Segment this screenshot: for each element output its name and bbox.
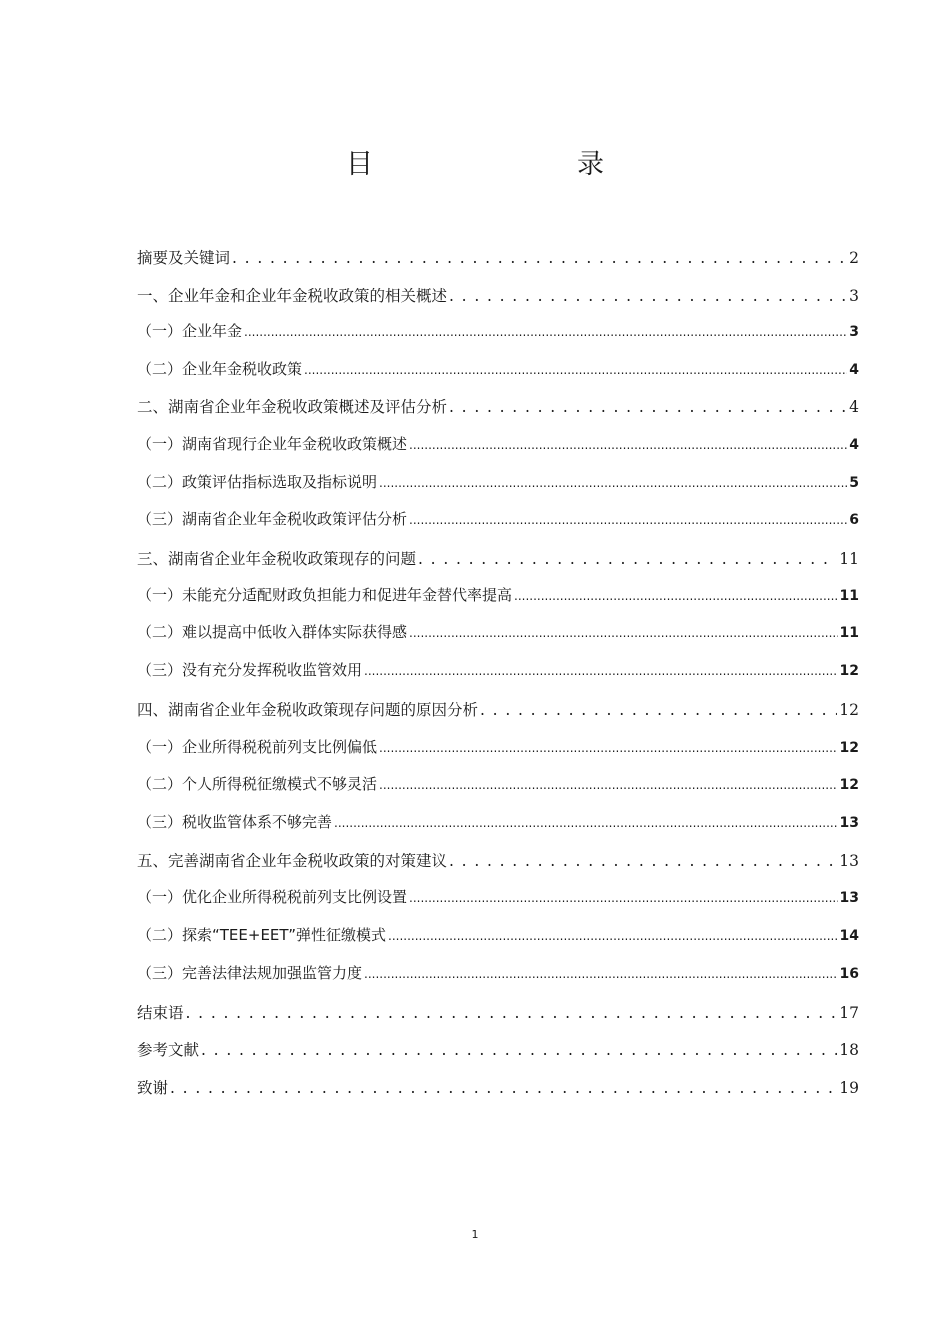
toc-dot-leader (514, 586, 838, 604)
toc-entry-page: 11 (839, 550, 859, 568)
toc-dot-leader (379, 473, 847, 491)
toc-title: 目 录 (346, 149, 654, 180)
toc-dot-leader (186, 1004, 838, 1022)
toc-entry-label: （三）税收监管体系不够完善 (137, 813, 333, 831)
toc-entry-page: 16 (839, 966, 859, 982)
toc-entry[interactable] (137, 886, 859, 907)
toc-entry-page: 3 (849, 287, 859, 305)
toc-entry-label: （三）没有充分发挥税收监管效用 (137, 661, 363, 679)
toc-entry-label: 致谢 (137, 1079, 169, 1097)
toc-entry[interactable] (137, 508, 859, 529)
toc-entry[interactable] (137, 584, 859, 605)
toc-entry-label: 结束语 (137, 1004, 184, 1022)
toc-entry[interactable] (137, 849, 859, 871)
toc-entry-label: 一、企业年金和企业年金税收政策的相关概述 (137, 287, 448, 305)
toc-dot-leader (409, 510, 847, 528)
toc-entry[interactable] (137, 471, 859, 492)
toc-entry-page: 13 (839, 852, 859, 870)
toc-entry-label: （一）企业年金 (137, 322, 243, 340)
toc-entry[interactable] (137, 284, 859, 306)
toc-entry-page: 11 (839, 625, 859, 641)
toc-entry[interactable] (137, 659, 859, 680)
toc-dot-leader (449, 852, 837, 870)
toc-entry-page: 14 (839, 928, 859, 944)
toc-entry-label: （二）难以提高中低收入群体实际获得感 (137, 623, 408, 641)
toc-entry[interactable] (137, 811, 859, 832)
toc-entry[interactable] (137, 1038, 859, 1060)
toc-entry[interactable] (137, 621, 859, 642)
toc-dot-leader (244, 322, 847, 340)
toc-entry-page: 4 (849, 437, 859, 453)
toc-entry-page: 18 (839, 1041, 859, 1059)
toc-entry[interactable] (137, 773, 859, 794)
toc-entry-page: 12 (839, 701, 859, 719)
toc-entry-label: 摘要及关键词 (137, 249, 231, 267)
toc-entry[interactable] (137, 320, 859, 341)
toc-entry-page: 2 (849, 249, 859, 267)
toc-entry-page: 12 (839, 663, 859, 679)
toc-entry[interactable] (137, 1001, 859, 1023)
toc-entry-label: 二、湖南省企业年金税收政策概述及评估分析 (137, 398, 448, 416)
toc-entry-label: （三）完善法律法规加强监管力度 (137, 964, 363, 982)
toc-dot-leader (170, 1079, 837, 1097)
toc-entry-page: 5 (849, 475, 859, 491)
toc-entry-label: （一）湖南省现行企业年金税收政策概述 (137, 435, 408, 453)
toc-dot-leader (364, 964, 838, 982)
toc-entry-page: 12 (839, 777, 859, 793)
toc-dot-leader (409, 435, 847, 453)
toc-entry-label: （一）企业所得税税前列支比例偏低 (137, 738, 378, 756)
toc-dot-leader (409, 888, 838, 906)
toc-entry-page: 17 (839, 1004, 859, 1022)
toc-entry-label: 五、完善湖南省企业年金税收政策的对策建议 (137, 852, 448, 870)
toc-dot-leader (449, 287, 847, 305)
toc-entry-label: （二）政策评估指标选取及指标说明 (137, 473, 378, 491)
toc-entry[interactable] (137, 547, 859, 569)
toc-dot-leader (232, 249, 847, 267)
toc-entry[interactable] (137, 433, 859, 454)
toc-entry-page: 19 (839, 1079, 859, 1097)
toc-entry-page: 13 (839, 815, 859, 831)
toc-entry[interactable] (137, 924, 859, 945)
toc-entry-label: （二）企业年金税收政策 (137, 360, 303, 378)
toc-dot-leader (379, 738, 838, 756)
toc-entry-page: 11 (839, 588, 859, 604)
toc-entry-page: 12 (839, 740, 859, 756)
toc-dot-leader (334, 813, 838, 831)
toc-entry-label: （三）湖南省企业年金税收政策评估分析 (137, 510, 408, 528)
toc-entry-page: 4 (849, 398, 859, 416)
toc-entry-page: 3 (849, 324, 859, 340)
toc-entry-label: 三、湖南省企业年金税收政策现存的问题 (137, 550, 417, 568)
toc-entry[interactable] (137, 358, 859, 379)
toc-entry-label: （一）未能充分适配财政负担能力和促进年金替代率提高 (137, 586, 513, 604)
toc-entry-page: 13 (839, 890, 859, 906)
toc-dot-leader (388, 926, 837, 944)
toc-entry-label: （二）探索“TEE+EET”弹性征缴模式 (137, 926, 387, 944)
toc-dot-leader (379, 775, 838, 793)
page-number: 1 (471, 1228, 479, 1241)
toc-dot-leader (304, 360, 847, 378)
toc-entry-label: 四、湖南省企业年金税收政策现存问题的原因分析 (137, 701, 479, 719)
toc-dot-leader (418, 550, 837, 568)
toc-entry[interactable] (137, 736, 859, 757)
toc-entry-label: （二）个人所得税征缴模式不够灵活 (137, 775, 378, 793)
toc-entry-label: 参考文献 (137, 1041, 200, 1059)
toc-entry[interactable] (137, 246, 859, 268)
toc-entry-page: 4 (849, 362, 859, 378)
toc-dot-leader (364, 661, 838, 679)
toc-entry[interactable] (137, 1076, 859, 1098)
toc-entry-label: （一）优化企业所得税税前列支比例设置 (137, 888, 408, 906)
toc-entry[interactable] (137, 698, 859, 720)
toc-entry-page: 6 (849, 512, 859, 528)
toc-entry[interactable] (137, 962, 859, 983)
toc-dot-leader (449, 398, 847, 416)
toc-dot-leader (201, 1041, 837, 1059)
toc-entry[interactable] (137, 395, 859, 417)
toc-dot-leader (480, 701, 837, 719)
toc-dot-leader (409, 623, 838, 641)
